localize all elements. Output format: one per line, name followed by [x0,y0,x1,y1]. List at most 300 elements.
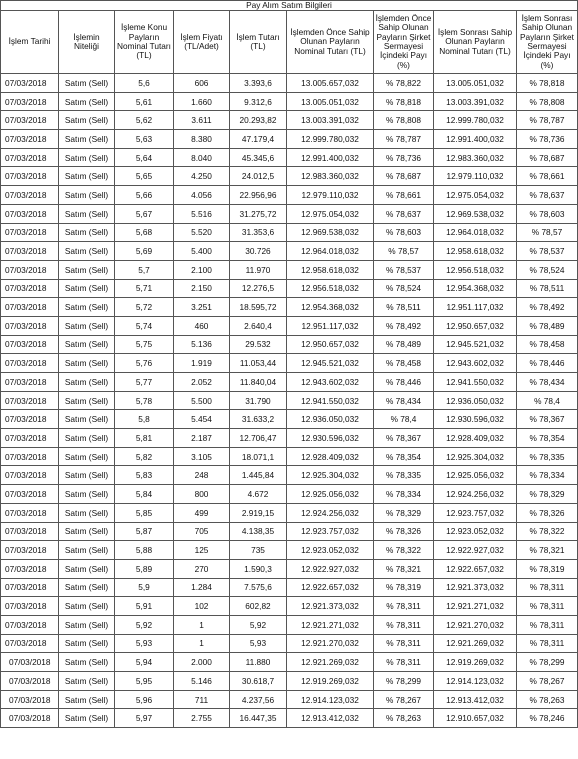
cell-amount: 11.840,04 [230,373,287,392]
cell-after-share: % 78,57 [517,223,578,242]
cell-after-nominal: 12.925.056,032 [434,466,517,485]
cell-before-share: % 78,458 [374,354,434,373]
cell-price: 3.611 [174,111,230,130]
cell-amount: 2.640,4 [230,316,287,335]
cell-date: 07/03/2018 [1,223,59,242]
cell-price: 1.660 [174,92,230,111]
cell-type: Satım (Sell) [59,260,115,279]
cell-after-share: % 78,367 [517,410,578,429]
cell-amount: 9.312,6 [230,92,287,111]
cell-after-nominal: 12.924.256,032 [434,485,517,504]
table-row [1,298,578,317]
table-row [1,167,578,186]
cell-amount: 22.956,96 [230,186,287,205]
cell-after-share: % 78,326 [517,503,578,522]
cell-after-nominal: 12.941.550,032 [434,373,517,392]
header-before-nominal: İşlemden Önce Sahip Olunan Payların Nominal Tutarı (TL) [287,11,374,74]
table-row [1,429,578,448]
cell-nominal: 5,69 [115,242,174,261]
table-row [1,447,578,466]
cell-price: 2.187 [174,429,230,448]
cell-before-share: % 78,808 [374,111,434,130]
cell-type: Satım (Sell) [59,485,115,504]
cell-before-share: % 78,334 [374,485,434,504]
cell-after-share: % 78,489 [517,316,578,335]
table-title: Pay Alım Satım Bilgileri [1,1,578,11]
cell-amount: 1.445,84 [230,466,287,485]
cell-before-share: % 78,329 [374,503,434,522]
cell-price: 5.516 [174,204,230,223]
cell-after-nominal: 12.964.018,032 [434,223,517,242]
cell-type: Satım (Sell) [59,653,115,672]
cell-price: 102 [174,597,230,616]
cell-nominal: 5,72 [115,298,174,317]
cell-amount: 4.237,56 [230,690,287,709]
cell-date: 07/03/2018 [1,316,59,335]
cell-after-nominal: 12.921.373,032 [434,578,517,597]
cell-before-nominal: 12.956.518,032 [287,279,374,298]
cell-before-share: % 78,661 [374,186,434,205]
header-price: İşlem Fiyatı (TL/Adet) [174,11,230,74]
cell-after-nominal: 12.923.757,032 [434,503,517,522]
cell-after-share: % 78,267 [517,672,578,691]
cell-before-nominal: 13.003.391,032 [287,111,374,130]
cell-amount: 31.633,2 [230,410,287,429]
cell-nominal: 5,81 [115,429,174,448]
cell-after-nominal: 12.922.657,032 [434,559,517,578]
cell-before-share: % 78,57 [374,242,434,261]
cell-nominal: 5,85 [115,503,174,522]
cell-date: 07/03/2018 [1,653,59,672]
cell-amount: 11.053,44 [230,354,287,373]
cell-price: 8.380 [174,130,230,149]
cell-after-nominal: 12.925.304,032 [434,447,517,466]
cell-before-nominal: 12.923.757,032 [287,522,374,541]
cell-date: 07/03/2018 [1,466,59,485]
cell-type: Satım (Sell) [59,335,115,354]
cell-before-nominal: 12.964.018,032 [287,242,374,261]
cell-after-nominal: 12.936.050,032 [434,391,517,410]
cell-date: 07/03/2018 [1,410,59,429]
cell-after-share: % 78,322 [517,522,578,541]
cell-before-nominal: 12.941.550,032 [287,391,374,410]
cell-before-share: % 78,736 [374,148,434,167]
cell-date: 07/03/2018 [1,485,59,504]
cell-before-share: % 78,524 [374,279,434,298]
table-row [1,279,578,298]
cell-type: Satım (Sell) [59,279,115,298]
table-row [1,559,578,578]
cell-before-nominal: 12.936.050,032 [287,410,374,429]
cell-after-nominal: 12.921.271,032 [434,597,517,616]
header-type: İşlemin Niteliği [59,11,115,74]
cell-amount: 31.353,6 [230,223,287,242]
cell-after-share: % 78,311 [517,615,578,634]
cell-after-share: % 78,524 [517,260,578,279]
table-row [1,111,578,130]
cell-before-share: % 78,603 [374,223,434,242]
cell-after-share: % 78,311 [517,578,578,597]
cell-date: 07/03/2018 [1,634,59,653]
cell-price: 270 [174,559,230,578]
cell-date: 07/03/2018 [1,354,59,373]
cell-after-share: % 78,736 [517,130,578,149]
header-row [1,11,578,74]
cell-nominal: 5,95 [115,672,174,691]
cell-price: 5.146 [174,672,230,691]
cell-type: Satım (Sell) [59,354,115,373]
cell-after-nominal: 12.991.400,032 [434,130,517,149]
cell-date: 07/03/2018 [1,709,59,728]
cell-before-nominal: 12.922.927,032 [287,559,374,578]
cell-type: Satım (Sell) [59,148,115,167]
cell-date: 07/03/2018 [1,690,59,709]
cell-after-nominal: 12.954.368,032 [434,279,517,298]
cell-nominal: 5,71 [115,279,174,298]
cell-nominal: 5,77 [115,373,174,392]
cell-before-nominal: 12.913.412,032 [287,709,374,728]
cell-nominal: 5,61 [115,92,174,111]
cell-date: 07/03/2018 [1,242,59,261]
cell-after-nominal: 12.914.123,032 [434,672,517,691]
table-row [1,653,578,672]
cell-type: Satım (Sell) [59,672,115,691]
cell-after-nominal: 12.910.657,032 [434,709,517,728]
table-row [1,335,578,354]
cell-before-share: % 78,263 [374,709,434,728]
cell-price: 5.136 [174,335,230,354]
cell-nominal: 5,68 [115,223,174,242]
cell-amount: 30.618,7 [230,672,287,691]
table-row [1,690,578,709]
cell-price: 460 [174,316,230,335]
cell-date: 07/03/2018 [1,391,59,410]
cell-amount: 3.393,6 [230,74,287,93]
cell-type: Satım (Sell) [59,223,115,242]
cell-before-nominal: 12.923.052,032 [287,541,374,560]
cell-date: 07/03/2018 [1,429,59,448]
cell-nominal: 5,78 [115,391,174,410]
cell-nominal: 5,83 [115,466,174,485]
cell-date: 07/03/2018 [1,335,59,354]
cell-nominal: 5,87 [115,522,174,541]
cell-before-nominal: 12.950.657,032 [287,335,374,354]
cell-amount: 20.293,82 [230,111,287,130]
cell-after-share: % 78,808 [517,92,578,111]
cell-before-share: % 78,489 [374,335,434,354]
cell-amount: 11.970 [230,260,287,279]
cell-price: 2.100 [174,260,230,279]
cell-date: 07/03/2018 [1,597,59,616]
cell-after-nominal: 13.003.391,032 [434,92,517,111]
table-row [1,391,578,410]
cell-amount: 45.345,6 [230,148,287,167]
cell-amount: 11.880 [230,653,287,672]
cell-price: 499 [174,503,230,522]
cell-nominal: 5,96 [115,690,174,709]
table-row [1,522,578,541]
cell-type: Satım (Sell) [59,690,115,709]
cell-before-nominal: 12.925.056,032 [287,485,374,504]
header-date: İşlem Tarihi [1,11,59,74]
cell-nominal: 5,92 [115,615,174,634]
cell-date: 07/03/2018 [1,578,59,597]
cell-price: 5.500 [174,391,230,410]
cell-amount: 18.071,1 [230,447,287,466]
cell-type: Satım (Sell) [59,167,115,186]
cell-type: Satım (Sell) [59,373,115,392]
cell-date: 07/03/2018 [1,92,59,111]
cell-type: Satım (Sell) [59,391,115,410]
cell-before-share: % 78,446 [374,373,434,392]
cell-nominal: 5,63 [115,130,174,149]
cell-before-nominal: 12.979.110,032 [287,186,374,205]
table-row [1,260,578,279]
cell-price: 2.755 [174,709,230,728]
cell-after-share: % 78,537 [517,242,578,261]
cell-after-share: % 78,263 [517,690,578,709]
cell-before-share: % 78,267 [374,690,434,709]
cell-after-nominal: 12.923.052,032 [434,522,517,541]
cell-before-share: % 78,326 [374,522,434,541]
cell-type: Satım (Sell) [59,316,115,335]
table-row [1,204,578,223]
cell-before-share: % 78,787 [374,130,434,149]
cell-amount: 5,93 [230,634,287,653]
cell-before-share: % 78,511 [374,298,434,317]
cell-before-nominal: 13.005.051,032 [287,92,374,111]
cell-after-nominal: 12.913.412,032 [434,690,517,709]
cell-before-share: % 78,537 [374,260,434,279]
cell-nominal: 5,82 [115,447,174,466]
cell-nominal: 5,76 [115,354,174,373]
cell-type: Satım (Sell) [59,130,115,149]
cell-before-nominal: 12.991.400,032 [287,148,374,167]
cell-type: Satım (Sell) [59,186,115,205]
cell-after-share: % 78,434 [517,373,578,392]
header-after-share: İşlem Sonrası Sahip Olunan Payların Şirket Sermayesi İçindeki Payı (%) [517,11,578,74]
cell-before-share: % 78,637 [374,204,434,223]
cell-before-share: % 78,322 [374,541,434,560]
cell-after-share: % 78,335 [517,447,578,466]
cell-date: 07/03/2018 [1,615,59,634]
cell-date: 07/03/2018 [1,447,59,466]
cell-amount: 29.532 [230,335,287,354]
cell-after-nominal: 12.943.602,032 [434,354,517,373]
cell-amount: 18.595,72 [230,298,287,317]
cell-nominal: 5,9 [115,578,174,597]
cell-before-nominal: 12.921.269,032 [287,653,374,672]
table-row [1,130,578,149]
cell-before-nominal: 12.928.409,032 [287,447,374,466]
cell-after-nominal: 12.919.269,032 [434,653,517,672]
cell-after-share: % 78,603 [517,204,578,223]
cell-price: 3.105 [174,447,230,466]
cell-before-share: % 78,311 [374,634,434,653]
cell-price: 4.250 [174,167,230,186]
cell-price: 1.919 [174,354,230,373]
cell-price: 248 [174,466,230,485]
cell-amount: 47.179,4 [230,130,287,149]
cell-nominal: 5,7 [115,260,174,279]
cell-date: 07/03/2018 [1,167,59,186]
cell-nominal: 5,75 [115,335,174,354]
cell-before-share: % 78,299 [374,672,434,691]
title-row [1,1,578,11]
cell-type: Satım (Sell) [59,634,115,653]
cell-after-nominal: 12.969.538,032 [434,204,517,223]
cell-before-nominal: 12.999.780,032 [287,130,374,149]
cell-after-nominal: 12.983.360,032 [434,148,517,167]
cell-date: 07/03/2018 [1,541,59,560]
cell-date: 07/03/2018 [1,522,59,541]
cell-date: 07/03/2018 [1,130,59,149]
cell-after-share: % 78,661 [517,167,578,186]
cell-before-nominal: 12.922.657,032 [287,578,374,597]
cell-amount: 4.672 [230,485,287,504]
cell-price: 125 [174,541,230,560]
cell-before-share: % 78,319 [374,578,434,597]
cell-nominal: 5,62 [115,111,174,130]
cell-price: 5.520 [174,223,230,242]
cell-before-share: % 78,822 [374,74,434,93]
cell-price: 4.056 [174,186,230,205]
cell-nominal: 5,91 [115,597,174,616]
cell-date: 07/03/2018 [1,111,59,130]
cell-price: 2.052 [174,373,230,392]
cell-before-nominal: 12.945.521,032 [287,354,374,373]
cell-before-nominal: 12.943.602,032 [287,373,374,392]
table-row [1,316,578,335]
cell-after-nominal: 12.922.927,032 [434,541,517,560]
cell-nominal: 5,6 [115,74,174,93]
cell-after-share: % 78,329 [517,485,578,504]
cell-date: 07/03/2018 [1,186,59,205]
cell-date: 07/03/2018 [1,373,59,392]
cell-after-share: % 78,818 [517,74,578,93]
table-row [1,672,578,691]
cell-before-nominal: 12.921.270,032 [287,634,374,653]
cell-after-share: % 78,687 [517,148,578,167]
cell-nominal: 5,94 [115,653,174,672]
cell-amount: 5,92 [230,615,287,634]
cell-nominal: 5,74 [115,316,174,335]
cell-before-nominal: 12.951.117,032 [287,316,374,335]
cell-after-nominal: 12.945.521,032 [434,335,517,354]
cell-nominal: 5,64 [115,148,174,167]
header-amount: İşlem Tutarı (TL) [230,11,287,74]
cell-nominal: 5,89 [115,559,174,578]
cell-type: Satım (Sell) [59,522,115,541]
table-row [1,485,578,504]
cell-date: 07/03/2018 [1,559,59,578]
cell-nominal: 5,8 [115,410,174,429]
cell-before-share: % 78,367 [374,429,434,448]
cell-after-nominal: 12.951.117,032 [434,298,517,317]
table-row [1,597,578,616]
cell-before-nominal: 12.921.373,032 [287,597,374,616]
cell-price: 2.000 [174,653,230,672]
cell-after-nominal: 12.958.618,032 [434,242,517,261]
cell-after-nominal: 12.979.110,032 [434,167,517,186]
cell-after-share: % 78,354 [517,429,578,448]
cell-amount: 30.726 [230,242,287,261]
table-row [1,541,578,560]
cell-before-share: % 78,818 [374,92,434,111]
table-row [1,615,578,634]
cell-after-nominal: 13.005.051,032 [434,74,517,93]
cell-nominal: 5,67 [115,204,174,223]
cell-after-share: % 78,334 [517,466,578,485]
cell-after-nominal: 12.950.657,032 [434,316,517,335]
cell-price: 5.454 [174,410,230,429]
cell-type: Satım (Sell) [59,615,115,634]
cell-before-share: % 78,311 [374,653,434,672]
cell-after-share: % 78,492 [517,298,578,317]
cell-price: 705 [174,522,230,541]
cell-after-share: % 78,246 [517,709,578,728]
cell-amount: 24.012,5 [230,167,287,186]
cell-type: Satım (Sell) [59,466,115,485]
cell-type: Satım (Sell) [59,709,115,728]
cell-after-nominal: 12.975.054,032 [434,186,517,205]
table-row [1,242,578,261]
cell-price: 8.040 [174,148,230,167]
cell-date: 07/03/2018 [1,672,59,691]
cell-after-share: % 78,299 [517,653,578,672]
cell-type: Satım (Sell) [59,597,115,616]
cell-before-nominal: 12.919.269,032 [287,672,374,691]
cell-amount: 1.590,3 [230,559,287,578]
cell-type: Satım (Sell) [59,298,115,317]
cell-price: 3.251 [174,298,230,317]
cell-date: 07/03/2018 [1,298,59,317]
cell-amount: 12.276,5 [230,279,287,298]
cell-after-share: % 78,321 [517,541,578,560]
cell-after-nominal: 12.921.269,032 [434,634,517,653]
cell-before-nominal: 12.914.123,032 [287,690,374,709]
cell-date: 07/03/2018 [1,204,59,223]
cell-after-share: % 78,511 [517,279,578,298]
cell-after-share: % 78,446 [517,354,578,373]
cell-date: 07/03/2018 [1,148,59,167]
table-row [1,373,578,392]
cell-type: Satım (Sell) [59,410,115,429]
cell-nominal: 5,65 [115,167,174,186]
cell-type: Satım (Sell) [59,242,115,261]
cell-nominal: 5,93 [115,634,174,653]
cell-amount: 12.706,47 [230,429,287,448]
cell-amount: 4.138,35 [230,522,287,541]
cell-before-nominal: 12.954.368,032 [287,298,374,317]
cell-nominal: 5,97 [115,709,174,728]
table-row [1,92,578,111]
cell-nominal: 5,66 [115,186,174,205]
table-row [1,709,578,728]
cell-after-nominal: 12.999.780,032 [434,111,517,130]
cell-after-share: % 78,311 [517,597,578,616]
table-row [1,74,578,93]
cell-date: 07/03/2018 [1,279,59,298]
cell-after-nominal: 12.928.409,032 [434,429,517,448]
cell-price: 800 [174,485,230,504]
cell-after-nominal: 12.956.518,032 [434,260,517,279]
cell-price: 1 [174,615,230,634]
cell-before-nominal: 13.005.657,032 [287,74,374,93]
table-row [1,503,578,522]
cell-after-share: % 78,787 [517,111,578,130]
cell-before-nominal: 12.969.538,032 [287,223,374,242]
